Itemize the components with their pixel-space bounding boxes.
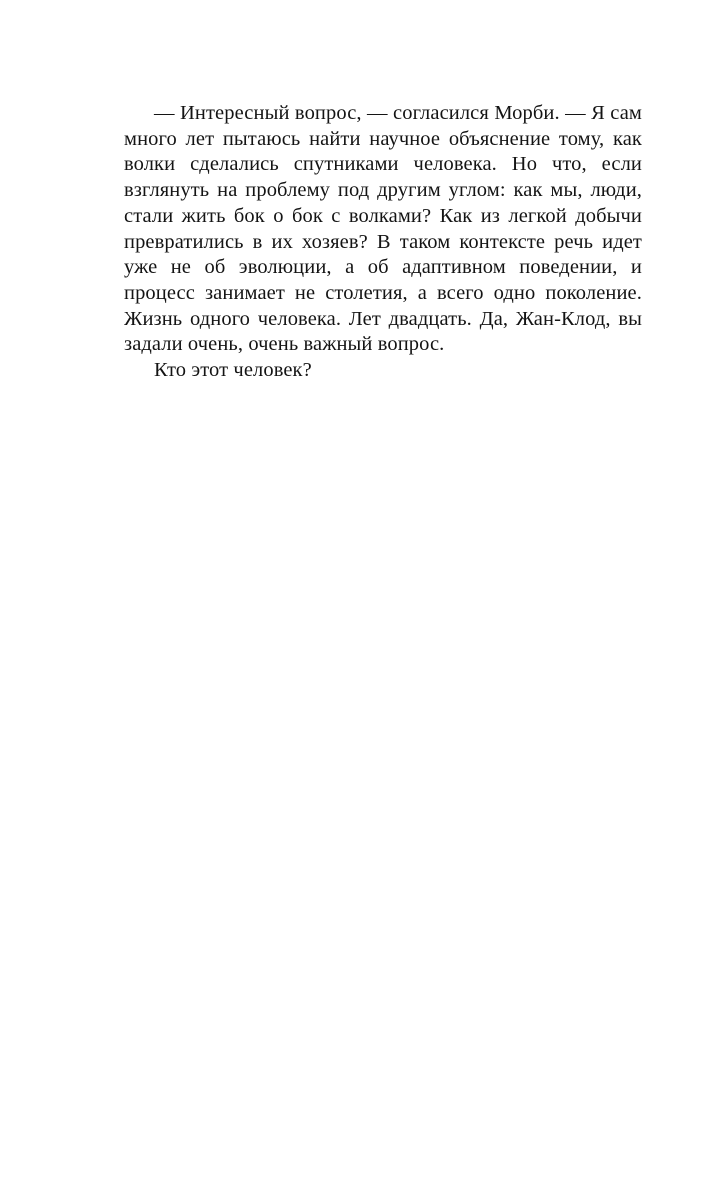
paragraph-question: Кто этот человек? [154, 359, 312, 382]
page-text-block [124, 101, 642, 384]
paragraph-dialogue: — Интересный вопрос, — согласился Морби. — Я сам много лет пытаюсь найти научное объяснение тому, как волки сделались спутниками человека. Но что, если взглянуть на проблему под другим углом: как мы, люди, стали жить бок о бок с волками? Как из легкой добычи превратились в их хозяев? В таком контексте речь идет уже не об эволюции, а об адаптивном поведении, и процесс занимает не столетия, а всего одно поколение. Жизнь одного человека. Лет двадцать. Да, Жан-Клод, вы задали очень, очень важный вопрос. [124, 102, 642, 356]
